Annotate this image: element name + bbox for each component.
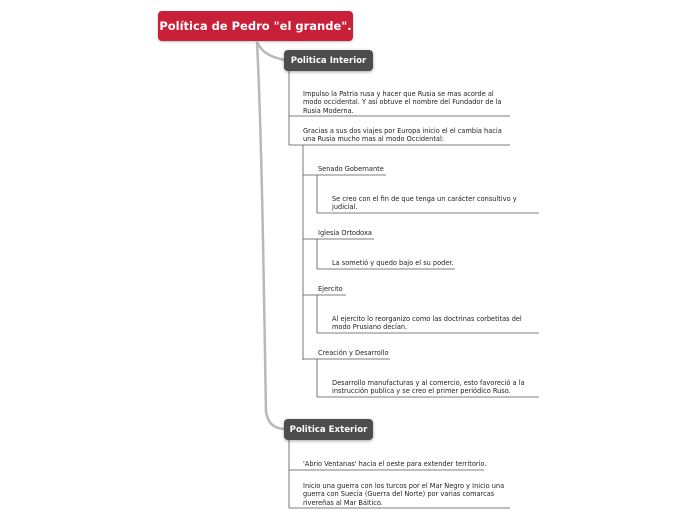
subtopic-senado-detail[interactable]: Se creo con el fin de que tenga un carácter consultivo y judicial. [332,195,517,212]
interior-item-1[interactable]: Impulso la Patria rusa y hacer que Rusia se mas acorde al modo occidental. Y así obtuve el nombre del Fundador de la Rusia Moderna. [303,90,502,115]
branch-politica-exterior[interactable]: Politica Exterior [284,419,373,440]
subtopic-ejercito-detail[interactable]: Al ejercito lo reorganizo como las doctrinas corbetitas del modo Prusiano decían. [332,315,522,332]
branch-politica-interior[interactable]: Politica Interior [284,50,373,71]
exterior-item-2[interactable]: Inicio una guerra con los turcos por el Mar Negro y Inicio una guerra con Suecia (Guerra del Norte) por varias comarcas rivereñas al Mar Báltico. [303,482,505,507]
subtopic-ejercito[interactable]: Ejercito [318,285,343,293]
subtopic-creacion-desarrollo[interactable]: Creación y Desarrollo [318,349,389,357]
exterior-item-1[interactable]: 'Abrio Ventanas' hacia el oeste para extender territorio. [303,460,487,468]
interior-item-2[interactable]: Gracias a sus dos viajes por Europa inicio el el cambia hacia una Rusia mucho mas al modo Occidental: [303,127,502,144]
subtopic-iglesia-ortodoxa[interactable]: Iglesia Ortodoxa [318,229,372,237]
subtopic-creacion-detail[interactable]: Desarrollo manufacturas y al comercio, esto favoreció a la instrucción publica y se creo el primer periódico Ruso. [332,379,525,396]
subtopic-iglesia-detail[interactable]: La sometió y quedo bajo el su poder. [332,259,454,267]
subtopic-senado-gobernante[interactable]: Senado Gobernante [318,165,384,173]
root-topic[interactable]: Política de Pedro "el grande". [158,11,353,41]
